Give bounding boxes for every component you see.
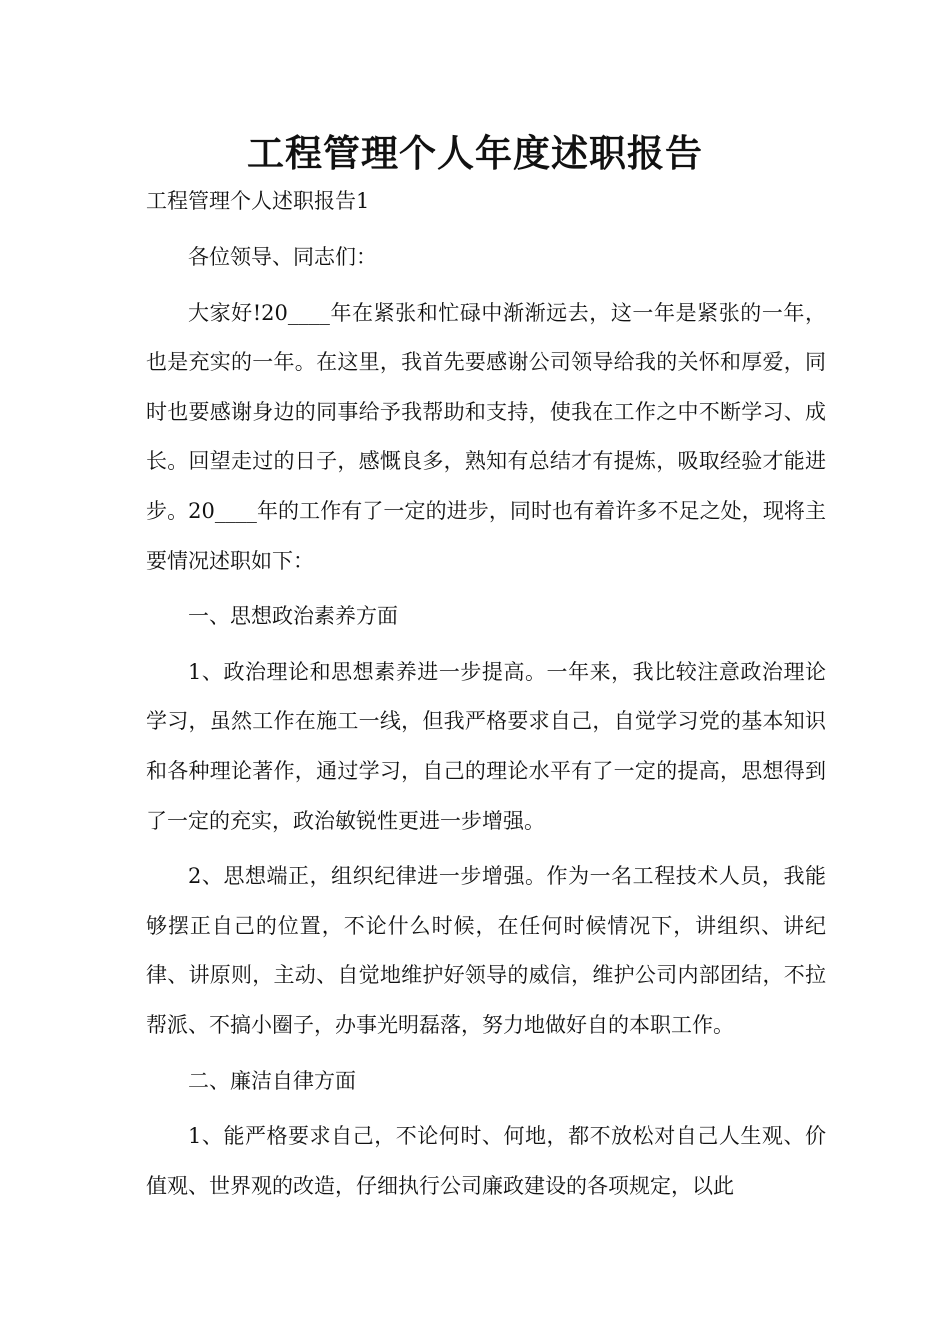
document-body bbox=[146, 233, 826, 1217]
intro-paragraph: 大家好!20____年在紧张和忙碌中渐渐远去，这一年是紧张的一年，也是充实的一年。在这里，我首先要感谢公司领导给我的关怀和厚爱，同时也要感谢身边的同事给予我帮助和支持，使我在工作之中不断学习、成长。回望走过的日子，感慨良多，熟知有总结才有提炼，吸取经验才能进步。20____年的工作有了一定的进步，同时也有着许多不足之处，现将主要情况述职如下： bbox=[146, 300, 826, 573]
section-heading-integrity: 二、廉洁自律方面 bbox=[188, 1068, 356, 1093]
document-subtitle: 工程管理个人述职报告1 bbox=[146, 189, 370, 213]
greeting-paragraph: 各位领导、同志们： bbox=[188, 245, 377, 269]
political-paragraph-2: 2、思想端正，组织纪律进一步增强。作为一名工程技术人员，我能够摆正自己的位置，不论什么时候，在任何时候情况下，讲组织、讲纪律、讲原则，主动、自觉地维护好领导的威信，维护公司内部团结，不拉帮派、不搞小圈子，办事光明磊落，努力地做好自的本职工作。 bbox=[146, 864, 826, 1037]
integrity-paragraph-1: 1、能严格要求自己，不论何时、何地，都不放松对自己人生观、价值观、世界观的改造，仔细执行公司廉政建设的各项规定，以此 bbox=[146, 1124, 826, 1198]
section-heading-political: 一、思想政治素养方面 bbox=[188, 604, 398, 629]
political-paragraph-1: 1、政治理论和思想素养进一步提高。一年来，我比较注意政治理论学习，虽然工作在施工一线，但我严格要求自己，自觉学习党的基本知识和各种理论著作，通过学习，自己的理论水平有了一定的提高，思想得到了一定的充实，政治敏锐性更进一步增强。 bbox=[146, 659, 826, 833]
document-title: 工程管理个人年度述职报告 bbox=[247, 131, 703, 175]
